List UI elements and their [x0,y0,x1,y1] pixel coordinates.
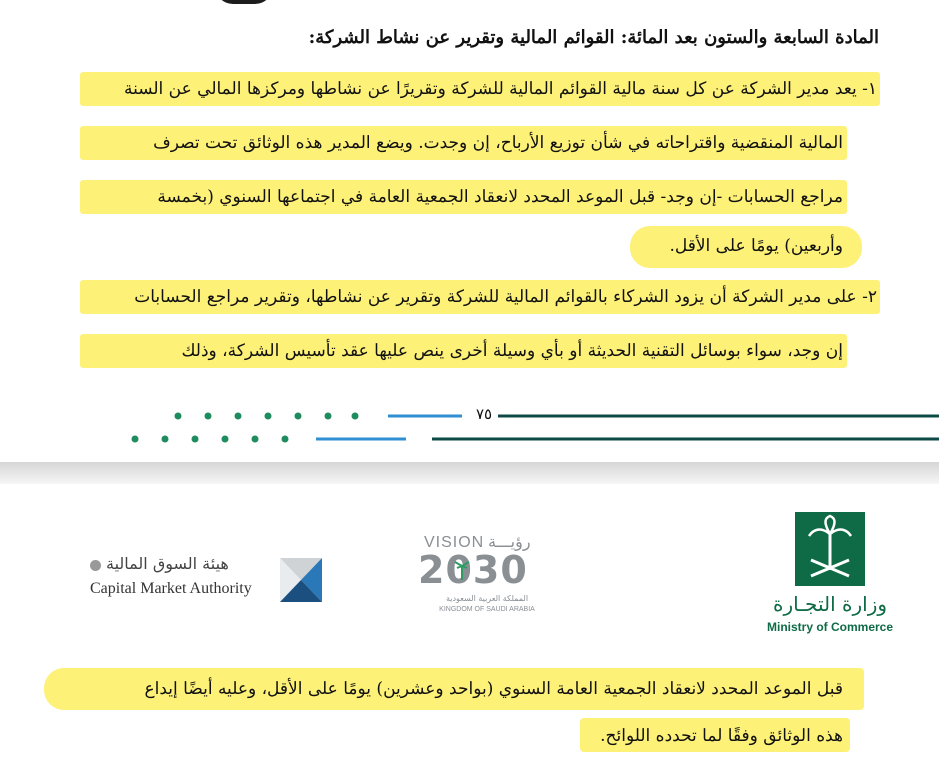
paragraph-line: المالية المنقضية واقتراحاته في شأن توزيع الأرباح، إن وجدت. ويضع المدير هذه الوثائق تحت تصرف [153,133,843,153]
moc-emblem-icon [795,512,865,586]
moc-english-name: Ministry of Commerce [766,620,894,634]
cma-emblem-icon [280,558,322,602]
article-heading: المادة السابعة والستون بعد المائة: القوائم المالية وتقرير عن نشاط الشركة: [308,27,879,48]
vision-arabic-word: رؤيـــة [488,532,531,551]
paragraph-line: وأربعين) يومًا على الأقل. [669,236,843,256]
page-number: ٧٥ [475,405,493,423]
vision-kingdom-arabic: المملكة العربية السعودية [445,594,529,603]
cma-arabic-name: هيئة السوق المالية [106,554,229,573]
vision-kingdom-english: KINGDOM OF SAUDI ARABIA [439,606,535,613]
paragraph-line: مراجع الحسابات -إن وجد- قبل الموعد المحدد لانعقاد الجمعية العامة في اجتماعها السنوي (بخمسة [157,187,843,207]
document-page-lower [0,484,939,764]
palm-icon [453,558,471,580]
paragraph-line: ١- يعد مدير الشركة عن كل سنة مالية القوائم المالية للشركة وتقريرًا عن نشاطها ومركزها المالي عن السنة [123,79,877,99]
paragraph-line: إن وجد، سواء بوسائل التقنية الحديثة أو بأي وسيلة أخرى ينص عليها عقد تأسيس الشركة، وذلك [181,341,843,361]
paragraph-line: ٢- على مدير الشركة أن يزود الشركاء بالقوائم المالية للشركة وتقرير عن نشاطها، وتقرير مراجع الحسابات [134,287,877,307]
moc-arabic-name: وزارة التجـارة [772,592,888,616]
ministry-of-commerce-logo [765,512,905,642]
page-divider [0,462,939,484]
cma-seal-icon [90,560,101,571]
vision-2030-logo [418,534,558,624]
paragraph-line: قبل الموعد المحدد لانعقاد الجمعية العامة السنوي (بواحد وعشرين) يومًا على الأقل، وعليه أيضًا إيداع [144,679,843,699]
page-edge-mark [215,0,273,4]
paragraph-line: هذه الوثائق وفقًا لما تحدده اللوائح. [600,726,843,746]
cma-logo [88,554,328,614]
cma-english-name: Capital Market Authority [90,580,252,597]
vision-number: 2030 [418,548,528,592]
vision-word: VISION [424,534,485,551]
